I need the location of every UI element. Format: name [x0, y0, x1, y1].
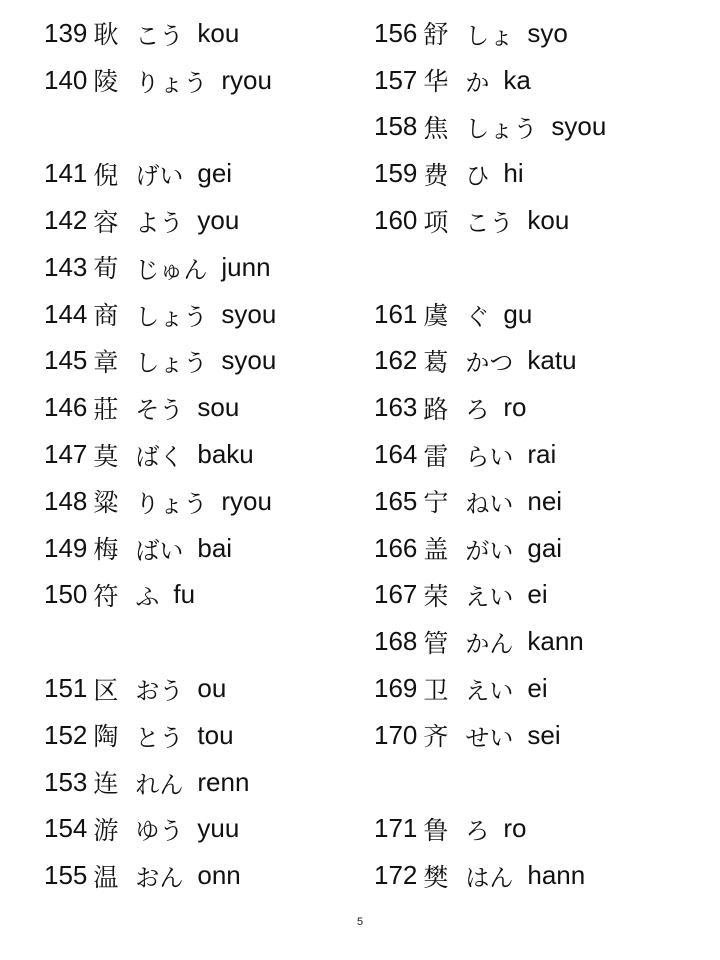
entry-romaji: tou [197, 719, 234, 750]
entry-kana: しょう [465, 115, 538, 144]
entry-romaji: syo [527, 17, 568, 48]
entry-kanji: 齐 [423, 722, 449, 752]
entry-kanji: 鲁 [423, 815, 449, 845]
entry-row [44, 806, 276, 853]
entry-row [374, 291, 606, 338]
entry-row [374, 150, 606, 197]
entry-number: 157 [374, 64, 418, 95]
page-number: 5 [356, 916, 364, 928]
entry-number: 169 [374, 673, 418, 704]
entry-kana: かつ [465, 349, 514, 378]
entry-kanji: 游 [93, 815, 119, 845]
entry-number: 156 [374, 17, 418, 48]
entry-number: 139 [44, 17, 88, 48]
entry-romaji: sou [197, 392, 240, 423]
entry-kanji: 温 [93, 862, 119, 892]
entry-kanji: 莫 [93, 441, 119, 471]
entry-number: 161 [374, 298, 418, 329]
entry-romaji: junn [221, 251, 271, 282]
entry-kana: ろ [465, 396, 490, 425]
entry-number: 148 [44, 485, 88, 516]
entry-romaji: ka [503, 64, 531, 95]
entry-row [44, 57, 276, 104]
entry-romaji: gai [527, 532, 563, 563]
entry-kana: か [465, 68, 490, 97]
entry-kanji: 陵 [93, 67, 119, 97]
entry-kana: えい [465, 583, 514, 612]
entry-row [44, 712, 276, 759]
entry-romaji: renn [197, 766, 250, 797]
entry-kanji: 盖 [423, 535, 449, 565]
entry-number: 142 [44, 205, 88, 236]
entry-number: 143 [44, 251, 88, 282]
entry-kanji: 连 [93, 769, 119, 799]
entry-romaji: ryou [221, 485, 272, 516]
entry-row [44, 759, 276, 806]
entry-row [44, 150, 276, 197]
entry-kana: よう [135, 209, 184, 238]
entry-row [374, 665, 606, 712]
entry-kana: せい [465, 723, 514, 752]
entry-romaji: bai [197, 532, 233, 563]
blank-row [44, 104, 276, 151]
entry-kanji: 粱 [93, 488, 119, 518]
entry-row [374, 10, 606, 57]
entry-number: 155 [44, 860, 88, 891]
entry-number: 170 [374, 719, 418, 750]
blank-row [44, 618, 276, 665]
entry-number: 162 [374, 345, 418, 376]
entry-row [44, 10, 276, 57]
entry-kanji: 区 [93, 675, 119, 705]
entry-kanji: 商 [93, 301, 119, 331]
entry-romaji: ou [197, 673, 227, 704]
entry-row [44, 244, 276, 291]
entry-kana: えい [465, 677, 514, 706]
entry-kana: がい [465, 536, 514, 565]
entry-row [374, 572, 606, 619]
entry-kana: そう [135, 396, 184, 425]
entry-number: 151 [44, 673, 88, 704]
entry-romaji: hi [503, 158, 524, 189]
entry-number: 160 [374, 205, 418, 236]
entry-romaji: rai [527, 439, 557, 470]
entry-romaji: ro [503, 813, 527, 844]
entry-romaji: ei [527, 673, 548, 704]
entry-kana: りょう [135, 68, 208, 97]
entry-kana: しょう [135, 349, 208, 378]
blank-row [374, 759, 606, 806]
entry-kanji: 莊 [93, 394, 119, 424]
left-column [44, 10, 276, 899]
blank-row [374, 244, 606, 291]
entry-kanji: 陶 [93, 722, 119, 752]
entry-romaji: hann [527, 860, 586, 891]
entry-romaji: sei [527, 719, 561, 750]
entry-kanji: 雷 [423, 441, 449, 471]
entry-romaji: yuu [197, 813, 240, 844]
entry-kanji: 项 [423, 207, 449, 237]
entry-kanji: 葛 [423, 347, 449, 377]
entry-kana: おん [135, 864, 184, 893]
entry-kana: ふ [135, 583, 160, 612]
entry-romaji: ro [503, 392, 527, 423]
entry-number: 166 [374, 532, 418, 563]
entry-number: 165 [374, 485, 418, 516]
entry-kanji: 卫 [423, 675, 449, 705]
entry-kana: はん [465, 864, 514, 893]
entry-row [44, 572, 276, 619]
entry-number: 144 [44, 298, 88, 329]
entry-number: 171 [374, 813, 418, 844]
entry-number: 152 [44, 719, 88, 750]
entry-number: 163 [374, 392, 418, 423]
entry-kana: しょ [465, 21, 514, 50]
entry-kanji: 焦 [423, 113, 449, 143]
entry-kana: ひ [465, 162, 490, 191]
entry-kana: りょう [135, 489, 208, 518]
entry-romaji: kou [527, 205, 570, 236]
entry-kanji: 虞 [423, 301, 449, 331]
entry-row [44, 431, 276, 478]
right-column [374, 10, 606, 899]
entry-number: 146 [44, 392, 88, 423]
entry-row [44, 197, 276, 244]
entry-kanji: 章 [93, 347, 119, 377]
entry-romaji: you [197, 205, 240, 236]
entry-romaji: ei [527, 579, 548, 610]
entry-row [44, 665, 276, 712]
entry-row [374, 338, 606, 385]
entry-row [44, 852, 276, 899]
entry-kanji: 倪 [93, 160, 119, 190]
entry-kanji: 梅 [93, 535, 119, 565]
entry-number: 154 [44, 813, 88, 844]
entry-number: 153 [44, 766, 88, 797]
entry-number: 158 [374, 111, 418, 142]
entry-kana: ゆう [135, 817, 184, 846]
entry-kana: らい [465, 443, 514, 472]
entry-kana: こう [465, 209, 514, 238]
entry-row [44, 338, 276, 385]
entry-romaji: ryou [221, 64, 272, 95]
entry-row [374, 806, 606, 853]
entry-kanji: 舒 [423, 20, 449, 50]
entry-number: 147 [44, 439, 88, 470]
entry-row [374, 478, 606, 525]
entry-kana: ぐ [465, 302, 490, 331]
entry-number: 167 [374, 579, 418, 610]
entry-row [374, 852, 606, 899]
entry-romaji: syou [221, 298, 277, 329]
entry-romaji: fu [173, 579, 196, 610]
entry-kanji: 宁 [423, 488, 449, 518]
entry-kana: じゅん [135, 255, 208, 284]
entry-kana: かん [465, 630, 514, 659]
entry-row [374, 384, 606, 431]
entry-romaji: kou [197, 17, 240, 48]
entry-kanji: 容 [93, 207, 119, 237]
entry-kanji: 樊 [423, 862, 449, 892]
entry-number: 168 [374, 626, 418, 657]
entry-number: 172 [374, 860, 418, 891]
entry-kanji: 费 [423, 160, 449, 190]
entry-romaji: onn [197, 860, 241, 891]
entry-romaji: baku [197, 439, 254, 470]
entry-kana: おう [135, 677, 184, 706]
entry-number: 140 [44, 64, 88, 95]
entry-row [374, 197, 606, 244]
entry-kana: ばく [135, 443, 184, 472]
entry-row [374, 57, 606, 104]
entry-kana: ばい [135, 536, 184, 565]
entry-number: 149 [44, 532, 88, 563]
entry-row [374, 104, 606, 151]
entry-kanji: 路 [423, 394, 449, 424]
entry-kana: ねい [465, 489, 514, 518]
entry-romaji: katu [527, 345, 577, 376]
entry-kanji: 耿 [93, 20, 119, 50]
entry-kana: とう [135, 723, 184, 752]
entry-row [374, 525, 606, 572]
entry-row [374, 712, 606, 759]
entry-row [374, 618, 606, 665]
entry-kana: げい [135, 162, 184, 191]
entry-kanji: 荣 [423, 581, 449, 611]
entry-row [44, 478, 276, 525]
entry-number: 145 [44, 345, 88, 376]
entry-romaji: syou [551, 111, 607, 142]
entry-number: 159 [374, 158, 418, 189]
entry-romaji: nei [527, 485, 563, 516]
entry-romaji: gei [197, 158, 233, 189]
entry-kanji: 管 [423, 628, 449, 658]
entry-row [374, 431, 606, 478]
entry-row [44, 525, 276, 572]
entry-number: 141 [44, 158, 88, 189]
entry-romaji: kann [527, 626, 584, 657]
entry-kana: ろ [465, 817, 490, 846]
entry-romaji: syou [221, 345, 277, 376]
entry-kanji: 荀 [93, 254, 119, 284]
entry-kanji: 华 [423, 67, 449, 97]
entry-kana: こう [135, 21, 184, 50]
entry-kanji: 符 [93, 581, 119, 611]
entry-kana: しょう [135, 302, 208, 331]
entry-row [44, 291, 276, 338]
entry-number: 150 [44, 579, 88, 610]
entry-kana: れん [135, 770, 184, 799]
entry-row [44, 384, 276, 431]
entry-romaji: gu [503, 298, 533, 329]
entry-number: 164 [374, 439, 418, 470]
